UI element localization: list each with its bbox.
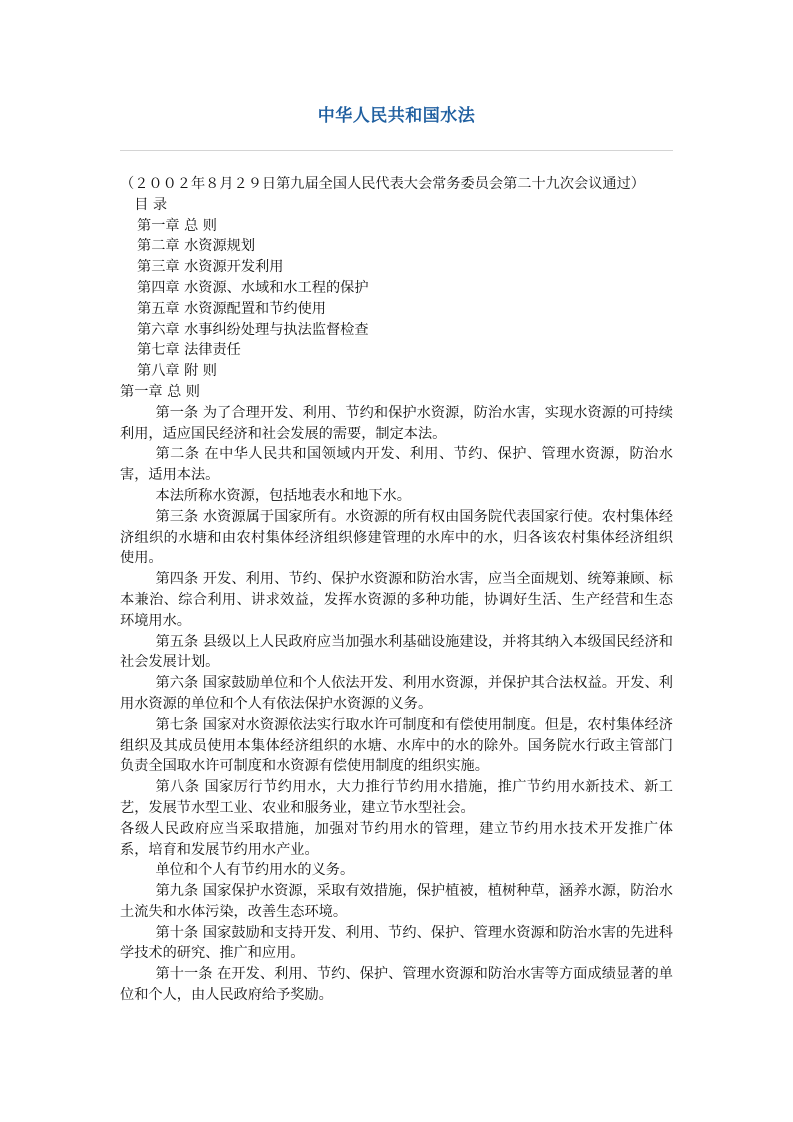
toc-item: 第七章 法律责任 bbox=[137, 342, 241, 359]
toc-item: 第六章 水事纠纷处理与执法监督检查 bbox=[137, 321, 369, 338]
article-paragraph: 第一条 为了合理开发、利用、节约和保护水资源，防治水害，实现水资源的可持续利用，适应国民经济和社会发展的需要，制定本法。 bbox=[120, 404, 673, 442]
article-paragraph: 第五条 县级以上人民政府应当加强水利基础设施建设，并将其纳入本级国民经济和社会发展计划。 bbox=[120, 633, 673, 671]
article-paragraph: 第十一条 在开发、利用、节约、保护、管理水资源和防治水害等方面成绩显著的单位和个人，由人民政府给予奖励。 bbox=[120, 966, 673, 1004]
document-body bbox=[120, 174, 673, 1006]
article-paragraph: 第三条 水资源属于国家所有。水资源的所有权由国务院代表国家行使。农村集体经济组织的水塘和由农村集体经济组织修建管理的水库中的水，归各该农村集体经济组织使用。 bbox=[120, 508, 673, 567]
toc-item: 第二章 水资源规划 bbox=[137, 238, 256, 255]
article-paragraph: 各级人民政府应当采取措施，加强对节约用水的管理，建立节约用水技术开发推广体系，培育和发展节约用水产业。 bbox=[120, 820, 673, 858]
title-divider bbox=[120, 150, 673, 151]
toc-item: 第三章 水资源开发利用 bbox=[137, 259, 284, 276]
article-paragraph: 第九条 国家保护水资源，采取有效措施，保护植被，植树种草，涵养水源，防治水土流失和水体污染，改善生态环境。 bbox=[120, 883, 673, 920]
article-paragraph: 第八条 国家厉行节约用水，大力推行节约用水措施，推广节约用水新技术、新工艺，发展节水型工业、农业和服务业，建立节水型社会。 bbox=[120, 779, 673, 816]
article-paragraph: 第二条 在中华人民共和国领域内开发、利用、节约、保护、管理水资源，防治水害，适用本法。 bbox=[120, 446, 673, 484]
intro-note: （２００２年８月２９日第九届全国人民代表大会常务委员会第二十九次会议通过） bbox=[120, 176, 645, 192]
toc-item: 第八章 附 则 bbox=[137, 363, 217, 380]
article-paragraph: 本法所称水资源，包括地表水和地下水。 bbox=[155, 487, 411, 504]
table-of-contents bbox=[120, 195, 673, 382]
article-paragraph: 单位和个人有节约用水的义务。 bbox=[155, 862, 355, 879]
toc-item: 第四章 水资源、水域和水工程的保护 bbox=[137, 279, 369, 296]
chapter-heading: 第一章 总 则 bbox=[120, 383, 200, 400]
document-title: 中华人民共和国水法 bbox=[317, 106, 476, 126]
toc-heading: 目 录 bbox=[134, 196, 168, 213]
toc-item: 第一章 总 则 bbox=[137, 217, 217, 234]
article-paragraph: 第六条 国家鼓励单位和个人依法开发、利用水资源，并保护其合法权益。开发、利用水资源的单位和个人有依法保护水资源的义务。 bbox=[120, 675, 673, 712]
article-paragraph: 第四条 开发、利用、节约、保护水资源和防治水害，应当全面规划、统筹兼顾、标本兼治、综合利用、讲求效益，发挥水资源的多种功能，协调好生活、生产经营和生态环境用水。 bbox=[120, 571, 673, 629]
article-paragraph: 第七条 国家对水资源依法实行取水许可制度和有偿使用制度。但是，农村集体经济组织及其成员使用本集体经济组织的水塘、水库中的水的除外。国务院水行政主管部门负责全国取水许可制度和水资源有偿使用制度的组织实施。 bbox=[120, 716, 673, 775]
toc-item: 第五章 水资源配置和节约使用 bbox=[137, 300, 326, 317]
article-paragraph: 第十条 国家鼓励和支持开发、利用、节约、保护、管理水资源和防治水害的先进科学技术的研究、推广和应用。 bbox=[120, 924, 673, 962]
chapter-1 bbox=[120, 382, 673, 1006]
